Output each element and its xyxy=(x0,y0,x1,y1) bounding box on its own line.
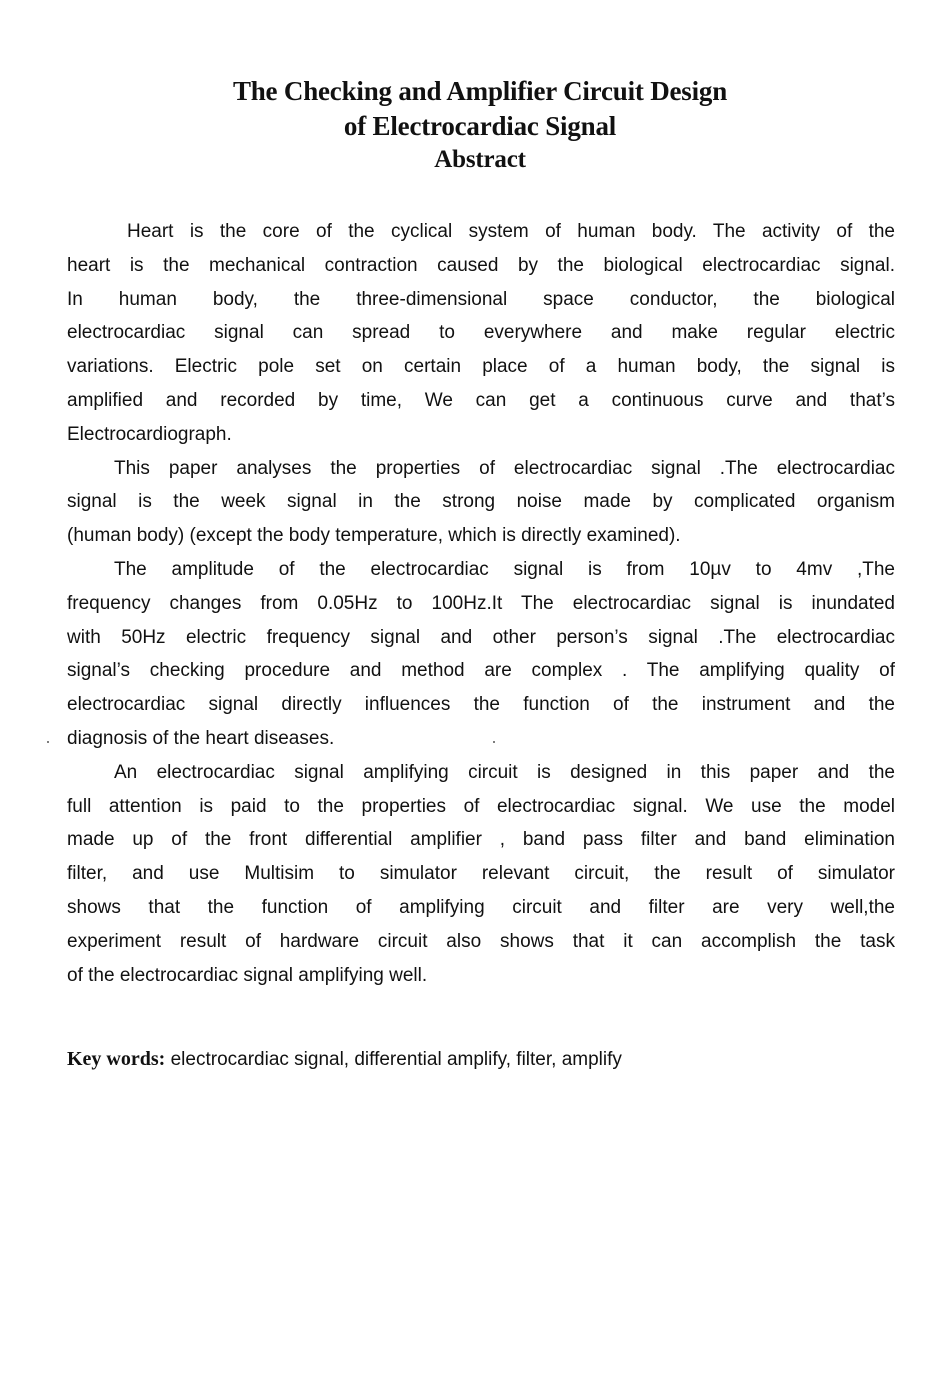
text-line: signal’s checking procedure and method are complex . The amplifying quality of xyxy=(67,660,895,682)
text-line: (human body) (except the body temperature, which is directly examined). xyxy=(67,525,681,547)
abstract-paragraph-2 xyxy=(67,452,895,553)
text-line: The amplitude of the electrocardiac signal is from 10µv to 4mv ,The xyxy=(114,558,895,580)
text-line: This paper analyses the properties of electrocardiac signal .The electrocardiac xyxy=(114,457,895,479)
text-line: In human body, the three-dimensional space conductor, the biological xyxy=(67,288,895,310)
paper-title-line-2: of Electrocardiac Signal xyxy=(343,111,617,141)
text-line: full attention is paid to the properties of electrocardiac signal. We use the model xyxy=(67,795,895,817)
abstract-paragraph-3 xyxy=(67,553,895,756)
abstract-heading: Abstract xyxy=(434,146,526,173)
text-line: An electrocardiac signal amplifying circuit is designed in this paper and the xyxy=(114,761,895,783)
text-line: diagnosis of the heart diseases. xyxy=(67,727,335,749)
text-line: frequency changes from 0.05Hz to 100Hz.It The electrocardiac signal is inundated xyxy=(67,592,895,614)
scan-speck xyxy=(47,741,49,743)
keywords-label: Key words: xyxy=(67,1048,166,1070)
text-line: amplified and recorded by time, We can get a continuous curve and that’s xyxy=(67,389,895,411)
text-line: shows that the function of amplifying circuit and filter are very well,the xyxy=(67,896,895,918)
text-line: Heart is the core of the cyclical system of human body. The activity of the xyxy=(127,221,895,242)
text-line: experiment result of hardware circuit also shows that it can accomplish the task xyxy=(67,930,895,952)
keywords xyxy=(67,1048,622,1071)
paper-title-line-1: The Checking and Amplifier Circuit Design xyxy=(232,76,728,106)
text-line: made up of the front differential amplifier , band pass filter and band elimination xyxy=(67,829,895,851)
text-line: signal is the week signal in the strong noise made by complicated organism xyxy=(67,491,895,513)
text-line: electrocardiac signal directly influences the function of the instrument and the xyxy=(67,694,895,716)
text-line: filter, and use Multisim to simulator relevant circuit, the result of simulator xyxy=(67,863,895,885)
text-line: of the electrocardiac signal amplifying well. xyxy=(67,964,428,986)
keywords-value: electrocardiac signal, differential amplify, filter, amplify xyxy=(170,1049,622,1070)
text-line: electrocardiac signal can spread to everywhere and make regular electric xyxy=(67,322,895,344)
text-line: with 50Hz electric frequency signal and other person’s signal .The electrocardiac xyxy=(67,626,895,648)
abstract-paragraph-1 xyxy=(67,215,895,452)
abstract-paragraph-4 xyxy=(67,756,895,993)
scan-speck xyxy=(493,741,495,743)
text-line: Electrocardiograph. xyxy=(67,423,232,445)
text-line: variations. Electric pole set on certain place of a human body, the signal is xyxy=(67,356,895,378)
text-line: heart is the mechanical contraction caused by the biological electrocardiac signal. xyxy=(67,254,895,276)
abstract-body xyxy=(67,215,895,992)
